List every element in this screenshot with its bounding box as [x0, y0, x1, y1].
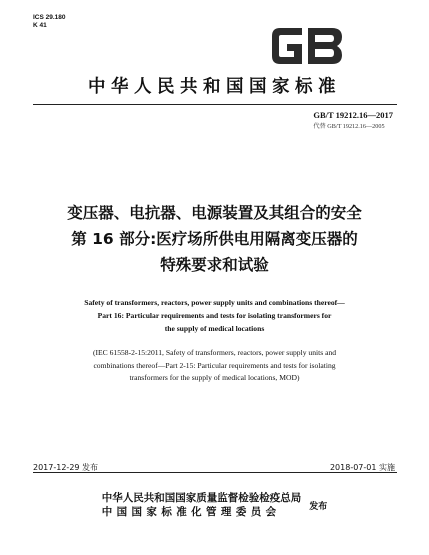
title-chinese [0, 200, 429, 278]
gb-logo-icon [268, 18, 346, 74]
iec-line: combinations thereof—Part 2-15: Particular requirements and tests for isolating [93, 360, 336, 370]
ccs-code: K 41 [33, 22, 47, 29]
title-cn-line: 特殊要求和试验 [160, 256, 269, 274]
implement-date: 2018-07-01 实施 [329, 463, 395, 472]
title-cn-line: 第 16 部分:医疗场所供电用隔离变压器的 [71, 230, 358, 248]
issuer-line-1: 中华人民共和国国家质量监督检验检疫总局 [101, 492, 302, 504]
ics-code: ICS 29.180 [33, 14, 66, 21]
standard-name: 中华人民共和国国家标准 [88, 77, 341, 97]
replaces-note: 代替 GB/T 19212.16—2005 [313, 123, 385, 130]
iec-line: (IEC 61558-2-15:2011, Safety of transformers, reactors, power supply units and [92, 348, 337, 357]
title-english [20, 296, 409, 335]
title-en-line: Safety of transformers, reactors, power supply units and combinations thereof— [84, 298, 345, 307]
standard-code-block [313, 110, 393, 130]
ics-code-block [33, 14, 66, 30]
title-en-line: the supply of medical locations [164, 324, 265, 333]
gb-logo [268, 18, 346, 74]
standard-code: GB/T 19212.16—2017 [313, 110, 393, 120]
issue-date: 2017-12-29 发布 [33, 463, 99, 472]
issue-word: 发布 [309, 501, 328, 512]
top-divider [33, 104, 397, 105]
title-cn-line: 变压器、电抗器、电源装置及其组合的安全 [67, 204, 362, 222]
bottom-divider [33, 472, 397, 473]
title-en-line: Part 16: Particular requirements and tests for isolating transformers for [97, 311, 332, 320]
issuer-line-2: 中国国家标准化管理委员会 [101, 506, 281, 518]
iec-line: transformers for the supply of medical locations, MOD) [129, 373, 300, 382]
iec-reference [22, 347, 407, 385]
issuer-block [0, 486, 429, 519]
